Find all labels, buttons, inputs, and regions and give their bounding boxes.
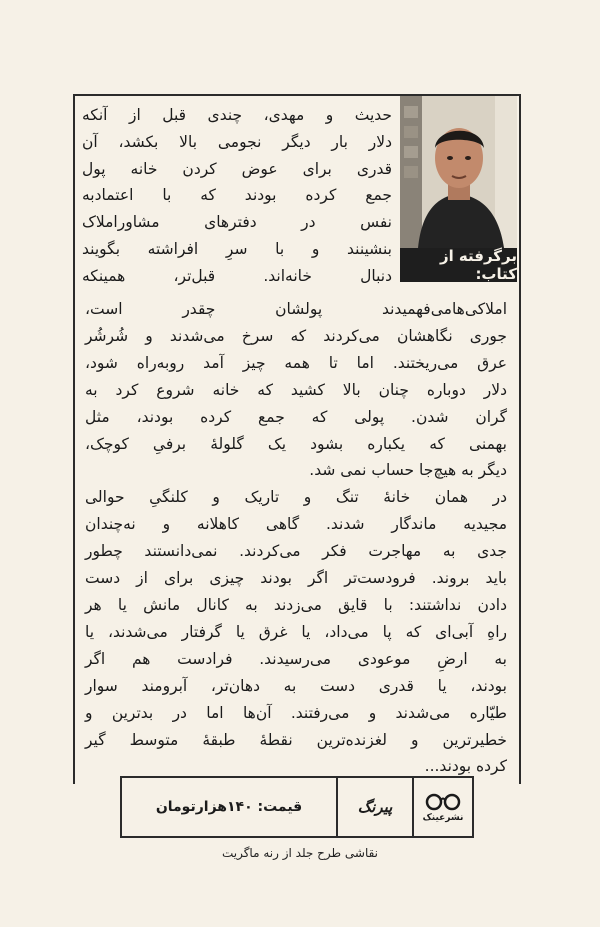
text-line: قدری برای عوض کردن خانه پول — [82, 159, 392, 178]
text-line: مجیدیه ماندگار شدند. گاهی کاهلانه و نه‌چندان — [85, 515, 507, 534]
series-logo-text: پیرنگ — [357, 798, 393, 816]
text-line: دنبال خانه‌اند. قبل‌تر، همینکه — [82, 266, 392, 285]
text-line: دلار دوباره چنان بالا کشید که خانه شروع کرد به — [85, 380, 507, 399]
price: قیمت: ۱۴۰هزارتومان — [155, 799, 303, 815]
cover-art-credit: نقاشی طرح جلد از رنه ماگریت — [221, 846, 379, 860]
text-line: بودند، یا قدری دست به دهان‌تر، آبرومند سوار — [85, 676, 507, 695]
footer-box — [120, 776, 474, 838]
text-line: خطیرترین و لغزنده‌ترین نقطهٔ طبقهٔ متوسط گیر — [85, 730, 507, 749]
text-line: به ارضِ موعودی می‌رسیدند. فرادست هم اگر — [85, 649, 507, 668]
text-line: کرده بودند... — [424, 757, 507, 776]
text-line: در همان خانهٔ تنگ و تاریک و کلنگیِ حوالی — [85, 488, 507, 507]
publisher-logo-text: نشرعینک — [422, 813, 464, 823]
author-portrait-illustration — [400, 96, 517, 248]
text-line: املاکی‌هامی‌فهمیدند پولشان چقدر است، — [85, 300, 507, 318]
text-line: جوری نگاهشان می‌کردند که سرخ می‌شدند و شُرشُر — [85, 326, 507, 345]
text-line: گران شدن. پولی که جمع کرده بودند، مثل — [85, 407, 507, 426]
text-line: حدیث و مهدی، چندی قبل از آنکه — [82, 106, 392, 124]
text-line: عرق می‌ریختند. اما تا همه چیز آمد روبه‌راه شود، — [85, 353, 507, 372]
glasses-icon — [425, 791, 461, 811]
text-line: نفس در دفترهای مشاوراملاک — [82, 213, 392, 232]
excerpt-text-main — [85, 296, 507, 780]
text-line: جدی به مهاجرت فکر می‌کردند. نمی‌دانستند چطور — [85, 542, 507, 561]
text-line: طیّاره می‌شدند و می‌رفتند. آن‌ها اما در بدترین و — [85, 703, 507, 722]
series-logo — [336, 778, 412, 836]
text-line: دادن نداشتند: با قایق می‌زدند به کانال مانش یا هر — [85, 595, 507, 614]
excerpt-text-top — [82, 102, 392, 290]
text-line: بنشینند و با سرِ افراشته بگویند — [82, 239, 392, 258]
text-line: بهمنی که یکباره بشود یک گلولهٔ برفیِ کوچک، — [85, 434, 507, 453]
text-line: باید بروند. فرودست‌تر اگر بودند چیزی برای از دست — [85, 569, 507, 588]
text-line: دیگر به هیچ‌جا حساب نمی شد. — [309, 461, 507, 480]
excerpt-label: برگرفته از کتاب: — [400, 248, 517, 282]
text-line: جمع کرده بودند که با اعتمادبه — [82, 186, 392, 205]
text-line: دلار بار دیگر نجومی بالا بکشد، آن — [82, 132, 392, 151]
author-photo — [400, 96, 517, 248]
publisher-logo — [412, 778, 472, 836]
text-line: راهِ آبی‌ای که پا می‌داد، یا غرق یا گرفتار می‌شدند، یا — [85, 622, 507, 641]
